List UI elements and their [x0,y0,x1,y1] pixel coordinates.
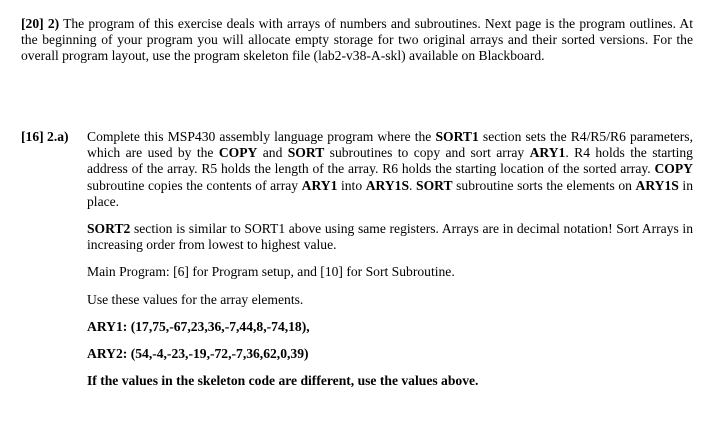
ary2-values: ARY2: (54,-4,-23,-19,-72,-7,36,62,0,39) [87,346,309,362]
sort2-paragraph [87,221,693,253]
text-run: in place. [87,177,693,209]
keyword-copy: COPY [218,145,258,161]
keyword-ary1s: ARY1S [635,177,679,193]
keyword-sort: SORT [416,177,453,193]
final-note: If the values in the skeleton code are different, use the values above. [87,373,479,389]
text-run: Complete this MSP430 assembly language program where the [87,129,436,144]
question-2a [21,129,693,389]
text-run: section is similar to SORT1 above using same registers. Arrays are in decimal notation! Sort Arrays in increasing order from lowest to highest value. [87,221,693,253]
text-run: and [257,145,288,161]
text-run: . [409,177,417,193]
keyword-ary1s: ARY1S [365,177,410,193]
question-2-text: The program of this exercise deals with arrays of numbers and subroutines. Next page is the program outlines. At the beginning of your program you will allocate empty storage for two original arrays and their sorted versions. For the overall program layout, use the program skeleton file (lab2-v38-A-skl) available on Blackboard. [21,16,693,64]
keyword-sort2: SORT2 [87,221,131,237]
question-2a-text [87,129,693,210]
question-2a-header [21,129,693,210]
text-run: subroutine sorts the elements on [452,177,636,193]
keyword-sort: SORT [287,145,325,161]
text-run: section sets the R4/R5/R6 parameters, which are used by the [87,129,693,161]
ary1-values: ARY1: (17,75,-67,23,36,-7,44,8,-74,18), [87,318,310,334]
keyword-ary1: ARY1 [301,177,338,193]
text-run: subroutine copies the contents of array [87,177,302,193]
keyword-ary1: ARY1 [529,145,566,161]
question-2a-number: [16] 2.a) [21,129,69,144]
question-2 [21,16,693,65]
keyword-sort1: SORT1 [435,129,479,144]
use-values-paragraph: Use these values for the array elements. [87,291,304,307]
keyword-copy: COPY [654,161,693,177]
text-run: subroutines to copy and sort array [324,145,530,161]
text-run: into [337,177,366,193]
main-program-paragraph: Main Program: [6] for Program setup, and [10] for Sort Subroutine. [87,264,455,280]
text-run: . R4 holds the starting address of the array. R5 holds the length of the array. R6 holds the starting location of the sorted array. [87,145,693,177]
question-2-number: [20] 2) [21,16,60,31]
